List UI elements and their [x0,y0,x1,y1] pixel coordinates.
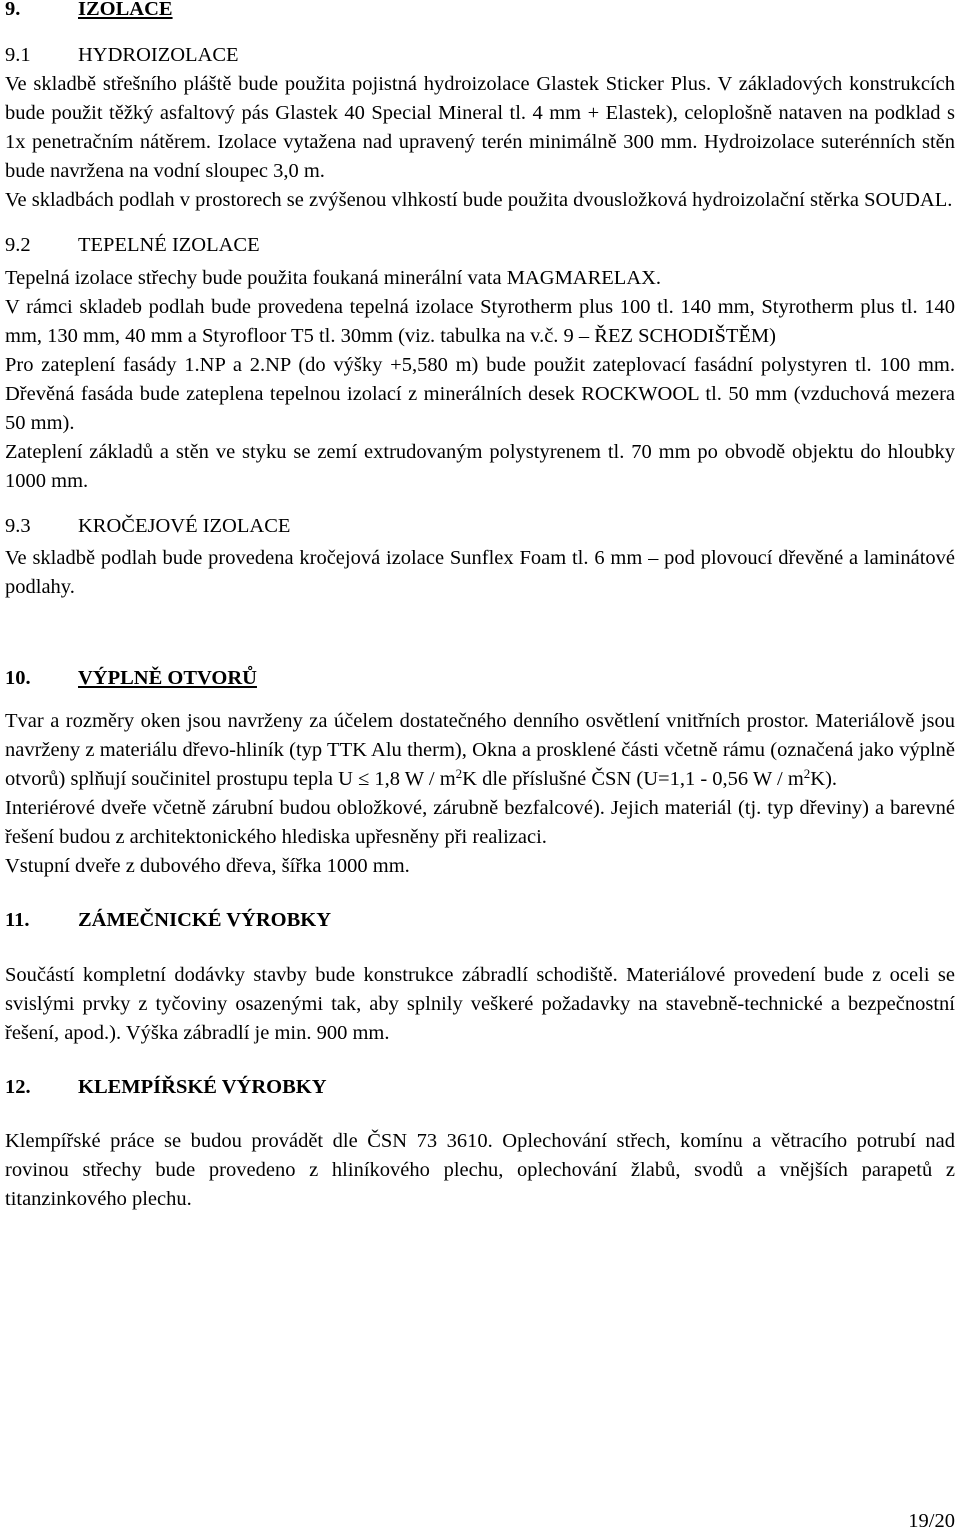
paragraph: Vstupní dveře z dubového dřeva, šířka 1000 mm. [5,855,410,877]
section-9-heading [5,0,955,24]
subsection-9-2-heading [5,231,955,260]
page-number: 19/20 [908,1510,955,1532]
section-title: IZOLACE [78,0,173,20]
text-run: K). [810,768,838,790]
subsection-title: TEPELNÉ IZOLACE [78,234,260,256]
subsection-number: 9.2 [5,234,31,256]
subsection-9-1-heading [5,41,955,70]
subsection-title: HYDROIZOLACE [78,44,239,66]
subsection-number: 9.1 [5,44,31,66]
paragraph: Zateplení základů a stěn ve styku se zemí extrudovaným polystyrenem tl. 70 mm po obvodě objektu do hloubky 1000 mm. [5,441,955,492]
paragraph: V rámci skladeb podlah bude provedena tepelná izolace Styrotherm plus 100 tl. 140 mm, Styrotherm plus tl. 140 mm, 130 mm, 40 mm a Styrofloor T5 tl. 30mm (viz. tabulka na v.č. 9 – ŘEZ SCHODIŠTĚM) [5,296,955,347]
section-title: VÝPLNĚ OTVORŮ [78,667,257,689]
section-title: KLEMPÍŘSKÉ VÝROBKY [78,1076,327,1098]
paragraph: Součástí kompletní dodávky stavby bude konstrukce zábradlí schodiště. Materiálové provedení bude z oceli se svislými prvky z tyčoviny osazenými tak, aby splnily veškeré požadavky na stavebně-technické a bezpečnostní řešení, apod.). Výška zábradlí je min. 900 mm. [5,964,955,1044]
paragraph: Ve skladbách podlah v prostorech se zvýšenou vlhkostí bude použita dvousložková hydroizolační stěrka SOUDAL. [5,189,953,211]
section-title: ZÁMEČNICKÉ VÝROBKY [78,909,332,931]
section-10-heading [5,664,955,693]
subsection-number: 9.3 [5,515,31,537]
superscript: 2 [455,766,463,781]
superscript: 2 [803,766,811,781]
paragraph: Klempířské práce se budou provádět dle ČSN 73 3610. Oplechování střech, komínu a větracího potrubí nad rovinou střechy bude provedeno z hliníkového plechu, oplechování žlabů, svodů a vnějších parapetů z titanzinkového plechu. [5,1130,955,1210]
section-11-heading [5,906,955,935]
text-run: Tvar a rozměry oken jsou navrženy za účelem dostatečného denního osvětlení vnitřních prostor. Materiálově jsou navrženy z materiálu dřevo-hliník (typ TTK Alu therm), Okna a prosklené části včetně rámu (označená jako výplně otvorů) splňují součinitel prostupu tepla U ≤ 1,8 W / m [5,710,955,790]
paragraph [5,707,955,794]
subsection-9-3-heading [5,512,955,541]
subsection-title: KROČEJOVÉ IZOLACE [78,515,291,537]
paragraph: Ve skladbě střešního pláště bude použita pojistná hydroizolace Glastek Sticker Plus. V základových konstrukcích bude použit těžký asfaltový pás Glastek 40 Special Mineral tl. 4 mm + Elastek), celoplošně nataven na podklad s 1x penetračním nátěrem. Izolace vytažena nad upravený terén minimálně 300 mm. Hydroizolace suterénních stěn bude navržena na vodní sloupec 3,0 m. [5,73,955,182]
section-number: 12. [5,1076,31,1098]
paragraph: Pro zateplení fasády 1.NP a 2.NP (do výšky +5,580 m) bude použit zateplovací fasádní polystyren tl. 100 mm. Dřevěná fasáda bude zateplena tepelnou izolací z minerálních desek ROCKWOOL tl. 50 mm (vzduchová mezera 50 mm). [5,354,955,434]
section-number: 11. [5,909,30,931]
paragraph: Tepelná izolace střechy bude použita foukaná minerální vata MAGMARELAX. [5,267,662,289]
paragraph: Ve skladbě podlah bude provedena kročejová izolace Sunflex Foam tl. 6 mm – pod plovoucí dřevěné a laminátové podlahy. [5,547,955,598]
section-12-heading [5,1073,955,1102]
section-number: 9. [5,0,21,20]
text-run: K dle příslušné ČSN (U=1,1 - 0,56 W / m [462,768,804,790]
section-number: 10. [5,667,31,689]
document-content [5,0,955,1214]
paragraph: Interiérové dveře včetně zárubní budou obložkové, zárubně bezfalcové). Jejich materiál (tj. typ dřeviny) a barevné řešení budou z architektonického hlediska upřesněny při realizaci. [5,797,955,848]
